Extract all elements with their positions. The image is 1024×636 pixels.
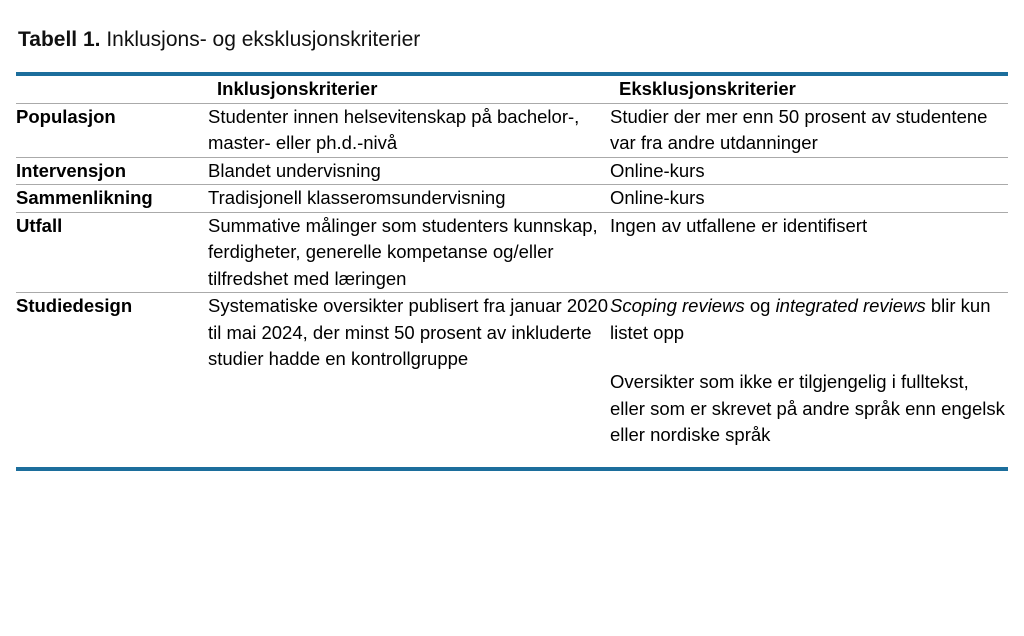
row-label-intervensjon: Intervensjon [16, 157, 208, 185]
cell-inclusion-utfall: Summative målinger som studenters kunnskap, ferdigheter, generelle kompetanse og/eller tilfredshet med læringen [208, 212, 610, 293]
column-header-inclusion: Inklusjonskriterier [208, 76, 610, 103]
table-caption [18, 27, 420, 53]
row-label-sammenlikning: Sammenlikning [16, 185, 208, 213]
table-row [16, 293, 1008, 467]
row-label-studiedesign: Studiedesign [16, 295, 133, 316]
exclusion-paragraph-1-tail: blir kun listet opp [610, 295, 991, 343]
table-caption-label: Tabell 1. [18, 28, 101, 51]
row-label-utfall: Utfall [16, 212, 208, 293]
table-caption-text: Inklusjons- og eksklusjonskriterier [100, 28, 421, 51]
cell-exclusion-intervensjon: Online-kurs [610, 157, 1008, 185]
table-bottom-rule [16, 467, 1008, 471]
cell-exclusion-sammenlikning: Online-kurs [610, 185, 1008, 213]
cell-inclusion-populasjon: Studenter innen helsevitenskap på bachelor-, master- eller ph.d.-nivå [208, 103, 610, 157]
cell-exclusion-studiedesign [610, 293, 1008, 467]
table-row [16, 103, 1008, 157]
cell-inclusion-intervensjon: Blandet undervisning [208, 157, 610, 185]
exclusion-paragraph-2: Oversikter som ikke er tilgjengelig i fulltekst, eller som er skrevet på andre språk enn engelsk eller nordiske språk [610, 371, 1005, 445]
italic-term-scoping-reviews: Scoping reviews [610, 295, 745, 316]
row-label-populasjon: Populasjon [16, 103, 208, 157]
cell-inclusion-sammenlikning: Tradisjonell klasseromsundervisning [208, 185, 610, 213]
cell-exclusion-utfall: Ingen av utfallene er identifisert [610, 212, 1008, 293]
table-row [16, 157, 1008, 185]
italic-term-integrated-reviews: integrated reviews [775, 295, 926, 316]
cell-inclusion-studiedesign: Systematiske oversikter publisert fra januar 2020 til mai 2024, der minst 50 prosent av inkluderte studier hadde en kontrollgruppe [208, 295, 608, 369]
cell-exclusion-populasjon: Studier der mer enn 50 prosent av studentene var fra andre utdanninger [610, 103, 1008, 157]
table-head [16, 76, 1008, 103]
exclusion-paragraph-1 [610, 293, 1008, 346]
table-row [16, 212, 1008, 293]
column-header-criterion [16, 76, 208, 103]
table-header-row [16, 76, 1008, 103]
table-body [16, 103, 1008, 467]
criteria-table-container [16, 72, 1008, 471]
table-row [16, 185, 1008, 213]
column-header-exclusion: Eksklusjonskriterier [610, 76, 1008, 103]
criteria-table [16, 76, 1008, 467]
conjunction-og: og [744, 295, 776, 316]
